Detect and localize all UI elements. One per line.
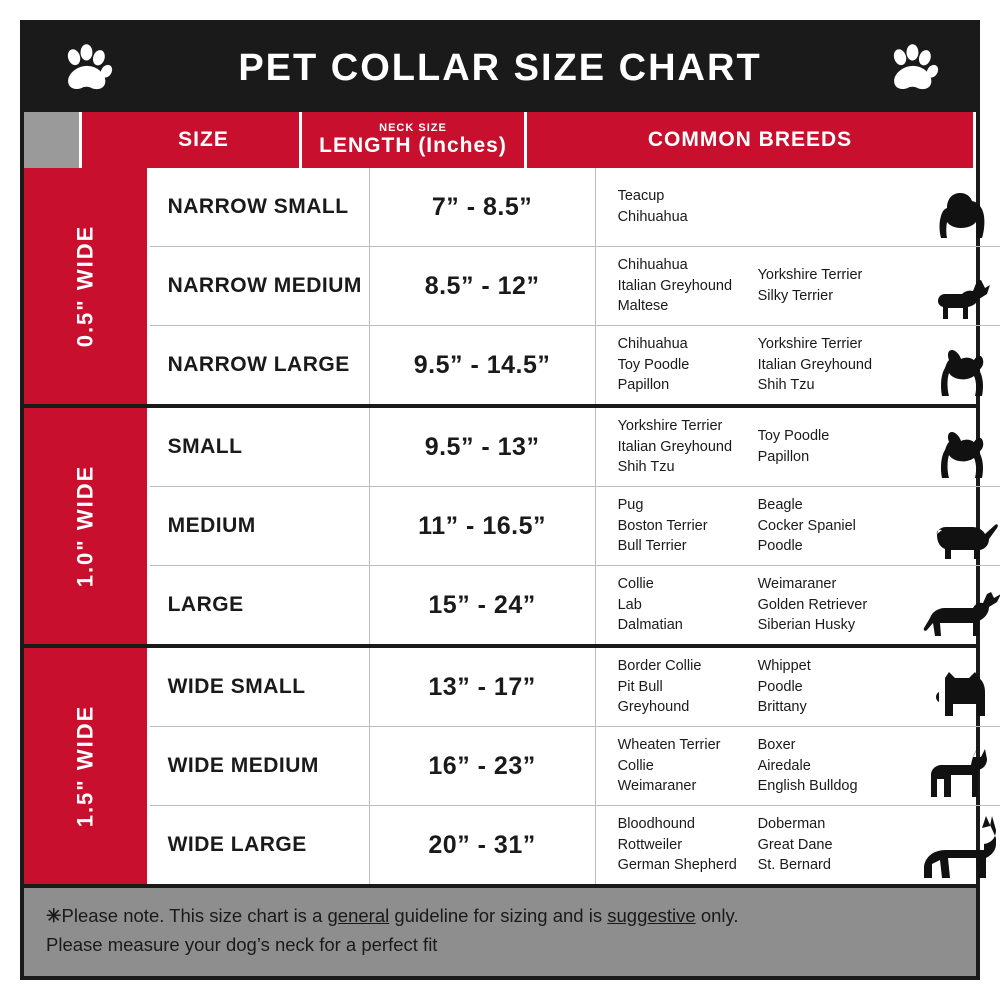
- breed-item: Siberian Husky: [757, 617, 856, 634]
- cell-size: MEDIUM: [150, 487, 370, 565]
- page-title: PET COLLAR SIZE CHART: [238, 46, 762, 89]
- table-row: [150, 168, 1000, 247]
- breed-item: Boxer: [757, 737, 796, 754]
- cell-breeds: [596, 727, 1000, 805]
- table-row: [150, 247, 1000, 326]
- cell-size: WIDE LARGE: [150, 806, 370, 884]
- breed-item: Yorkshire Terrier: [617, 418, 723, 435]
- column-header-length-sub: NECK SIZE: [379, 121, 447, 134]
- size-group: [24, 168, 976, 408]
- breed-item: Border Collie: [617, 658, 702, 675]
- breed-item: Shih Tzu: [757, 377, 815, 394]
- breed-item: Maltese: [617, 298, 669, 315]
- pit-bull-silhouette-icon: [908, 648, 1000, 726]
- group-label-text: 1.0" WIDE: [72, 464, 98, 588]
- corner-cell: [24, 112, 82, 168]
- column-header-size: SIZE: [82, 112, 302, 168]
- cell-breeds: [596, 806, 1000, 884]
- shih-tzu-silhouette-icon: [908, 408, 1000, 486]
- group-label-text: 1.5" WIDE: [72, 704, 98, 828]
- breed-item: Papillon: [757, 448, 810, 465]
- table-row: [150, 487, 1000, 566]
- breed-item: Poodle: [757, 678, 803, 695]
- breed-item: Shih Tzu: [617, 459, 675, 476]
- cell-breeds: [596, 566, 1000, 644]
- chart-header: [24, 24, 976, 112]
- breed-item: Toy Poodle: [617, 356, 690, 373]
- breed-item: Yorkshire Terrier: [757, 267, 863, 284]
- cell-length: 11” - 16.5”: [370, 487, 596, 565]
- table-column-headers: [24, 112, 976, 168]
- cell-breeds: [596, 648, 1000, 726]
- cell-length: 7” - 8.5”: [370, 168, 596, 246]
- cell-breeds: [596, 408, 1000, 486]
- cell-size: LARGE: [150, 566, 370, 644]
- column-header-breeds: COMMON BREEDS: [527, 112, 976, 168]
- chart-frame: [20, 20, 980, 980]
- table-row: [150, 566, 1000, 644]
- column-header-length-main: LENGTH (Inches): [319, 134, 507, 158]
- table-row: [150, 326, 1000, 404]
- group-label-text: 0.5" WIDE: [72, 224, 98, 348]
- cell-size: WIDE MEDIUM: [150, 727, 370, 805]
- cell-breeds: [596, 487, 1000, 565]
- paw-print-icon: [60, 41, 114, 95]
- breed-item: Pit Bull: [617, 678, 663, 695]
- cell-size: WIDE SMALL: [150, 648, 370, 726]
- breed-item: Collie: [617, 757, 654, 774]
- paw-print-icon: [886, 41, 940, 95]
- cell-size: NARROW SMALL: [150, 168, 370, 246]
- breed-item: Golden Retriever: [757, 596, 868, 613]
- breed-item: Bull Terrier: [617, 538, 687, 555]
- cell-length: 13” - 17”: [370, 648, 596, 726]
- group-rows: [150, 648, 1000, 884]
- breed-item: Brittany: [757, 699, 807, 716]
- breed-item: Weimaraner: [757, 576, 837, 593]
- footer-text-general: general: [327, 905, 390, 926]
- doberman-silhouette-icon: [908, 806, 1000, 884]
- cell-size: NARROW LARGE: [150, 326, 370, 404]
- table-row: [150, 727, 1000, 806]
- column-header-length: [302, 112, 527, 168]
- cell-length: 20” - 31”: [370, 806, 596, 884]
- footer-text-suggestive: suggestive: [607, 905, 696, 926]
- breed-item: Lab: [617, 596, 642, 613]
- breed-item: Teacup: [617, 188, 665, 205]
- breed-item: Rottweiler: [617, 836, 683, 853]
- group-label-width: [24, 648, 150, 884]
- cell-breeds: [596, 247, 1000, 325]
- breed-item: Collie: [617, 576, 654, 593]
- group-rows: [150, 168, 1000, 404]
- group-label-width: [24, 408, 150, 644]
- breed-item: Chihuahua: [617, 257, 688, 274]
- footer-text-b: guideline for sizing and is: [389, 905, 608, 926]
- breed-item: Italian Greyhound: [617, 277, 733, 294]
- breed-item: Chihuahua: [617, 209, 688, 225]
- breed-item: Poodle: [757, 538, 803, 555]
- cell-length: 15” - 24”: [370, 566, 596, 644]
- cell-length: 8.5” - 12”: [370, 247, 596, 325]
- footer-text-a: Please note. This size chart is a: [61, 905, 328, 926]
- table-body: [24, 168, 976, 884]
- breed-item: Doberman: [757, 816, 826, 833]
- breed-item: Greyhound: [617, 699, 690, 716]
- breed-item: Airedale: [757, 757, 811, 774]
- breed-item: Pug: [617, 497, 644, 514]
- papillon-silhouette-icon: [908, 326, 1000, 404]
- boxer-silhouette-icon: [908, 727, 1000, 805]
- breed-item: Silky Terrier: [757, 287, 834, 304]
- table-row: [150, 806, 1000, 884]
- retriever-silhouette-icon: [908, 566, 1000, 644]
- breed-item: Beagle: [757, 497, 803, 514]
- yorkshire-terrier-silhouette-icon: [908, 168, 1000, 246]
- breed-item: Chihuahua: [617, 336, 688, 353]
- cell-breeds: [596, 326, 1000, 404]
- breed-item: Whippet: [757, 658, 811, 675]
- breed-item: Dalmatian: [617, 617, 683, 634]
- beagle-silhouette-icon: [908, 487, 1000, 565]
- breed-item: German Shepherd: [617, 857, 737, 874]
- table-row: [150, 648, 1000, 727]
- table-row: [150, 408, 1000, 487]
- breed-item: St. Bernard: [757, 857, 831, 874]
- breed-item: English Bulldog: [757, 778, 858, 795]
- group-label-width: [24, 168, 150, 404]
- breed-item: Toy Poodle: [757, 428, 830, 445]
- breed-item: Bloodhound: [617, 816, 695, 833]
- breed-item: Weimaraner: [617, 778, 697, 795]
- chihuahua-silhouette-icon: [908, 247, 1000, 325]
- breed-item: Italian Greyhound: [617, 438, 733, 455]
- footer-line-2: Please measure your dog’s neck for a perfect fit: [46, 933, 438, 955]
- cell-length: 16” - 23”: [370, 727, 596, 805]
- breed-item: Yorkshire Terrier: [757, 336, 863, 353]
- asterisk-icon: ✳: [46, 905, 62, 926]
- group-rows: [150, 408, 1000, 644]
- breed-item: Italian Greyhound: [757, 356, 873, 373]
- footer-line-1: [46, 902, 954, 931]
- breed-item: Cocker Spaniel: [757, 517, 856, 534]
- cell-length: 9.5” - 13”: [370, 408, 596, 486]
- breed-item: Papillon: [617, 377, 670, 394]
- size-group: [24, 408, 976, 648]
- cell-size: SMALL: [150, 408, 370, 486]
- cell-breeds: [596, 168, 1000, 246]
- chart-footer-note: [24, 884, 976, 976]
- breed-item: Wheaten Terrier: [617, 737, 721, 754]
- size-group: [24, 648, 976, 884]
- footer-text-c: only.: [695, 905, 739, 926]
- cell-size: NARROW MEDIUM: [150, 247, 370, 325]
- breed-item: Great Dane: [757, 836, 833, 853]
- breed-item: Boston Terrier: [617, 517, 708, 534]
- cell-length: 9.5” - 14.5”: [370, 326, 596, 404]
